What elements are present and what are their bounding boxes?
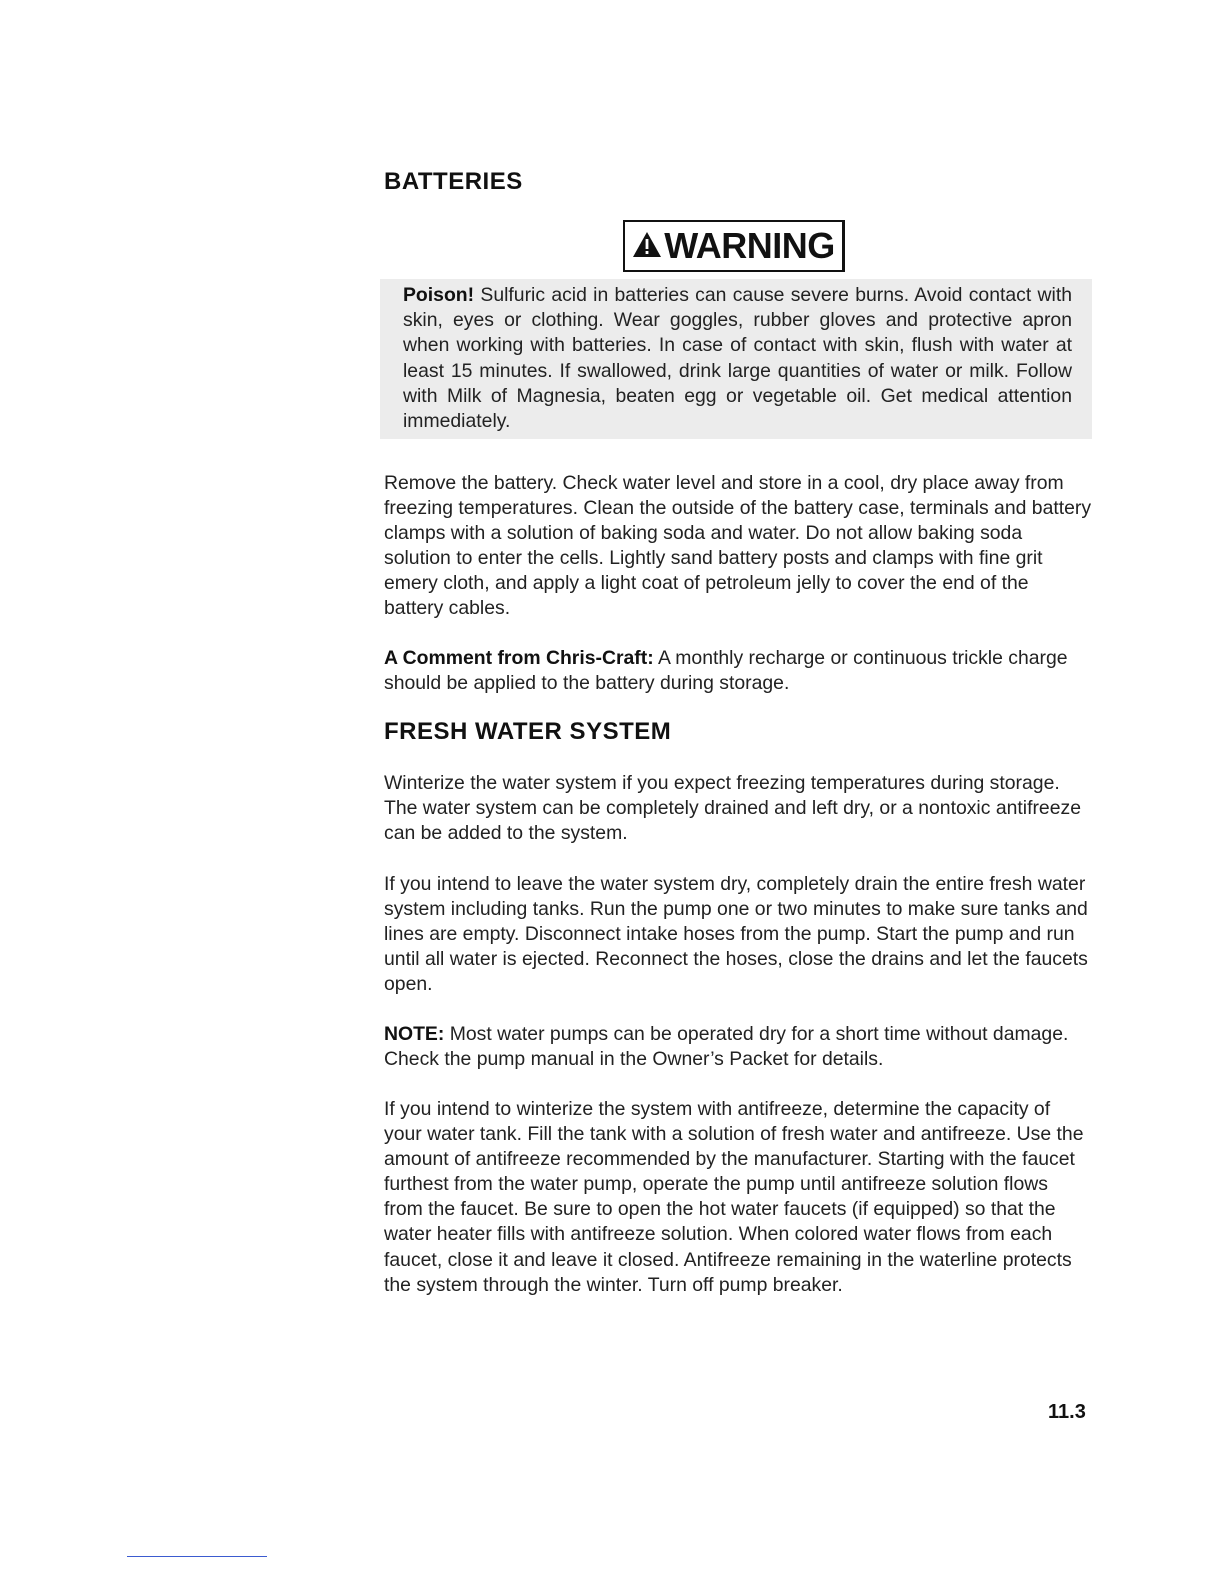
- warning-lead: Poison!: [403, 284, 475, 306]
- section-title-fresh-water-system: FRESH WATER SYSTEM: [384, 718, 672, 745]
- paragraph-drain-dry: If you intend to leave the water system dry, completely drain the entire fresh water system including tanks. Run the pump one or two minutes to make sure tanks and lines are empty. Disconnect intake hoses from the pump. Start the pump and run until all water is ejected. Reconnect the hoses, close the drains and let the faucets open.: [384, 873, 1088, 996]
- note-text: Most water pumps can be operated dry for a short time without damage. Check the pump manual in the Owner’s Packet for details.: [384, 1023, 1069, 1071]
- paragraph-battery-removal: Remove the battery. Check water level and store in a cool, dry place away from freezing temperatures. Clean the outside of the battery case, terminals and battery clamps with a solution of baking soda and water. Do not allow baking soda solution to enter the cells. Lightly sand battery posts and clamps with fine grit emery cloth, and apply a light coat of petroleum jelly to cover the end of the battery cables.: [384, 472, 1092, 620]
- warning-label: [623, 220, 845, 272]
- paragraph-note: [384, 1022, 1092, 1072]
- warning-label-text: WARNING: [664, 225, 835, 266]
- note-lead: NOTE:: [384, 1023, 445, 1045]
- warning-triangle-icon: [632, 231, 662, 258]
- paragraph-chris-craft-comment: [384, 646, 1092, 696]
- warning-text: Sulfuric acid in batteries can cause severe burns. Avoid contact with skin, eyes or clothing. Wear goggles, rubber gloves and protective apron when working with batteries. In case of contact with skin, flush with water at least 15 minutes. If swallowed, drink large quantities of water or milk. Follow with Milk of Magnesia, beaten egg or vegetable oil. Get medical attention immediately.: [403, 284, 1072, 433]
- warning-message-box: [380, 279, 1092, 439]
- paragraph-winterize: Winterize the water system if you expect freezing temperatures during storage. The water system can be completely drained and left dry, or a nontoxic antifreeze can be added to the system.: [384, 772, 1081, 845]
- section-title-batteries: BATTERIES: [384, 168, 523, 195]
- footer-divider: [127, 1556, 267, 1557]
- paragraph-antifreeze: If you intend to winterize the system with antifreeze, determine the capacity of your water tank. Fill the tank with a solution of fresh water and antifreeze. Use the amount of antifreeze recommended by the manufacturer. Starting with the faucet furthest from the water pump, operate the pump until antifreeze solution flows from the faucet. Be sure to open the hot water faucets (if equipped) so that the water heater fills with antifreeze solution. When colored water flows from each faucet, close it and leave it closed. Antifreeze remaining in the waterline protects the system through the winter. Turn off pump breaker.: [384, 1098, 1084, 1296]
- comment-text: A monthly recharge or continuous trickle charge should be applied to the battery during storage.: [384, 647, 1068, 695]
- comment-lead: A Comment from Chris-Craft:: [384, 647, 654, 669]
- page-number: 11.3: [1048, 1401, 1086, 1423]
